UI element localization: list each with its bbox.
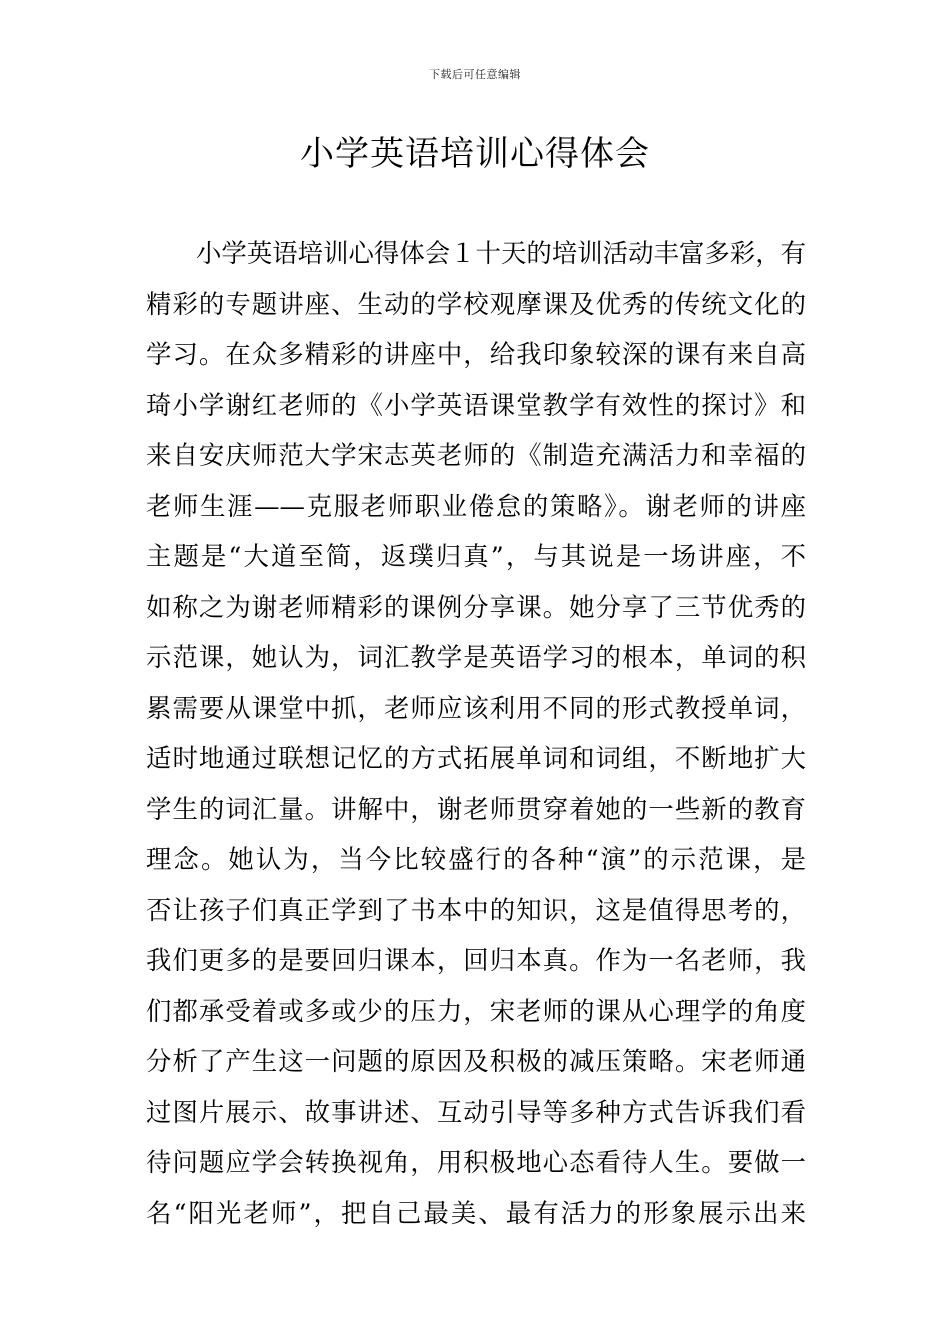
text-line: 主题是“大道至简，返璞归真”，与其说是一场讲座，不 xyxy=(146,541,806,571)
text-line: 分析了产生这一问题的原因及积极的减压策略。宋老师通 xyxy=(146,1046,806,1076)
text-line: 示范课，她认为，词汇教学是英语学习的根本，单词的积 xyxy=(146,642,806,672)
text-line: 过图片展示、故事讲述、互动引导等多种方式告诉我们看 xyxy=(146,1096,806,1127)
text-line: 学生的词汇量。讲解中，谢老师贯穿着她的一些新的教育 xyxy=(146,793,806,824)
header-note: 下载后可任意编辑 xyxy=(429,68,521,81)
text-line: 们都承受着或多或少的压力，宋老师的课从心理学的角度 xyxy=(146,995,806,1026)
text-line: 待问题应学会转换视角，用积极地心态看待人生。要做一 xyxy=(146,1147,806,1177)
text-line: 累需要从课堂中抓，老师应该利用不同的形式教授单词， xyxy=(146,692,806,723)
text-line: 小学英语培训心得体会１十天的培训活动丰富多彩，有 xyxy=(196,238,806,268)
text-line: 适时地通过联想记忆的方式拓展单词和词组，不断地扩大 xyxy=(146,743,806,773)
text-line: 理念。她认为，当今比较盛行的各种“演”的示范课，是 xyxy=(146,844,806,874)
text-line: 学习。在众多精彩的讲座中，给我印象较深的课有来自高 xyxy=(146,339,806,369)
text-line: 精彩的专题讲座、生动的学校观摩课及优秀的传统文化的 xyxy=(146,288,806,319)
text-line: 如称之为谢老师精彩的课例分享课。她分享了三节优秀的 xyxy=(146,591,806,622)
document-title: 小学英语培训心得体会 xyxy=(300,134,650,174)
text-line: 名“阳光老师”，把自己最美、最有活力的形象展示出来 xyxy=(146,1197,806,1228)
text-line: 我们更多的是要回归课本，回归本真。作为一名老师，我 xyxy=(146,945,806,975)
body-text xyxy=(146,228,806,1238)
text-line: 否让孩子们真正学到了书本中的知识，这是值得思考的， xyxy=(146,894,806,925)
text-line: 琦小学谢红老师的《小学英语课堂教学有效性的探讨》和 xyxy=(146,389,806,420)
text-line: 来自安庆师范大学宋志英老师的《制造充满活力和幸福的 xyxy=(146,440,806,470)
text-line: 老师生涯——克服老师职业倦怠的策略》。谢老师的讲座 xyxy=(146,490,806,521)
